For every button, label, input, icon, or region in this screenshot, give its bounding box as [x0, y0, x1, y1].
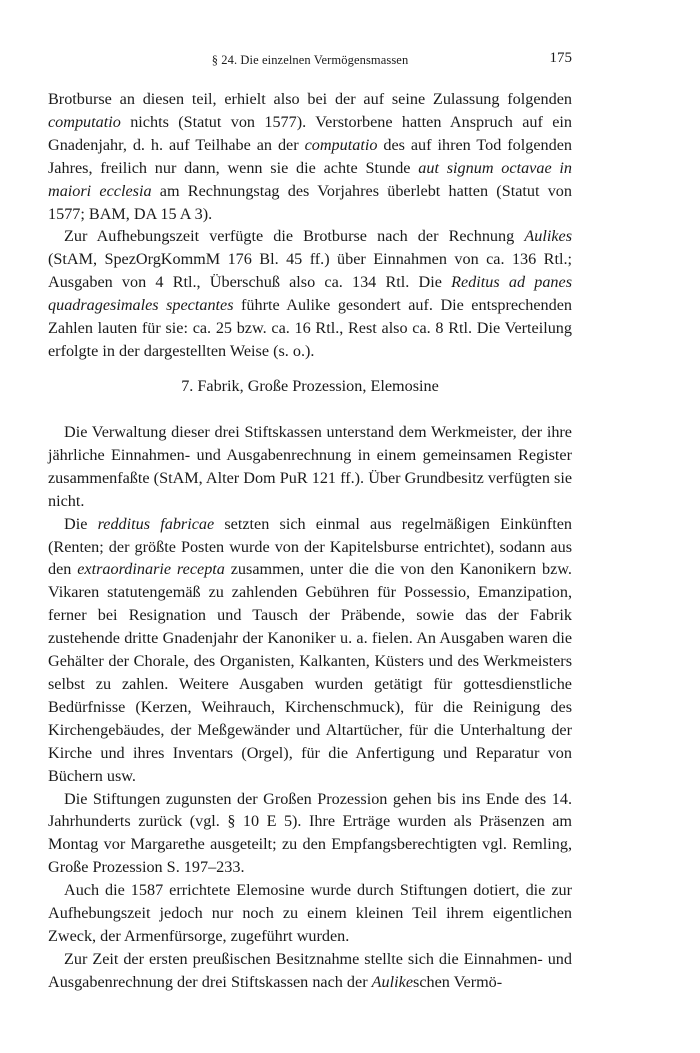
italic-term: computatio — [48, 112, 121, 131]
italic-term: Aulikes — [524, 227, 572, 246]
paragraph-gnadenjahr: Brotburse an diesen teil, erhielt also bei der auf seine Zulassung folgenden computatio nichts (Statut von 1577). Verstorbene hatten Anspruch auf ein Gnadenjahr, d. h. auf Teilhabe an der computatio des auf ihren Tod folgenden Jahres, freilich nur dann, wenn sie die achte Stunde aut signum octavae in maiori ecclesia am Rechnungstag des Vorjahres überlebt hatten (Statut von 1577; BAM, DA 15 A 3). — [48, 90, 572, 223]
page-header — [48, 50, 572, 72]
paragraph-verwaltung: Die Verwaltung dieser drei Stiftskassen unterstand dem Werkmeister, der ihre jährliche Einnahmen- und Ausgabenrechnung in einem gemeinsamen Register zusammenfaßte (StAM, Alter Dom PuR 121 ff.). Über Grundbesitz verfügten sie nicht. — [48, 423, 572, 510]
italic-term: Reditus ad panes quadragesimales spectantes — [48, 273, 572, 315]
italic-term: extraordinarie recepta — [77, 560, 225, 579]
paragraph-besitznahme: Zur Zeit der ersten preußischen Besitznahme stellte sich die Einnahmen- und Ausgabenrechnung der drei Stiftskassen nach der Aulikeschen Vermö- — [48, 949, 572, 991]
paragraph-grosse-prozession: Die Stiftungen zugunsten der Großen Prozession gehen bis ins Ende des 14. Jahrhunderts zurück (vgl. § 10 E 5). Ihre Erträge wurden als Präsenzen am Montag vor Margarethe ausgeteilt; zu den Empfangsberechtigten vgl. Remling, Große Prozession S. 197–233. — [48, 789, 572, 877]
paragraph-aufhebungszeit: Zur Aufhebungszeit verfügte die Brotburse nach der Rechnung Aulikes (StAM, SpezOrgKommM 176 Bl. 45 ff.) über Einnahmen von ca. 136 Rtl.; Ausgaben von 4 Rtl., Überschuß also ca. 134 Rtl. Die Reditus ad panes quadragesimales spectantes führte Aulike gesondert auf. Die entsprechenden Zahlen lauten für sie: ca. 25 bzw. ca. 16 Rtl., Rest also ca. 8 Rtl. Die Verteilung erfolgte in der dargestellten Weise (s. o.). — [48, 227, 572, 360]
paragraph-redditus-fabricae: Die redditus fabricae setzten sich einmal aus regelmäßigen Einkünften (Renten; der größte Posten wurde von der Kapitelsburse entrichtet), sodann aus den extraordinarie recepta zusammen, unter die die von den Kanonikern bzw. Vikaren statutengemäß zu zahlenden Gebühren für Possessio, Emanzipation, ferner bei Resignation und Tausch der Präbende, sowie das der Fabrik zustehende dritte Gnadenjahr der Kanoniker u. a. fielen. An Ausgaben waren die Gehälter der Chorale, des Organisten, Kalkanten, Küsters und des Werkmeisters selbst zu zahlen. Weitere Ausgaben wurden getätigt für gottesdienstliche Bedürfnisse (Kerzen, Weihrauch, Kirchenschmuck), für die Reinigung des Kirchengebäudes, der Meßgewänder und Altartücher, für die Unterhaltung der Kirche und ihres Inventars (Orgel), für die Anfertigung und Reparatur von Büchern usw. — [48, 514, 573, 785]
section-heading: 7. Fabrik, Große Prozession, Elemosine — [181, 377, 439, 395]
italic-term: redditus fabricae — [97, 514, 215, 533]
running-head: § 24. Die einzelnen Vermögensmassen — [211, 53, 409, 67]
italic-term: computatio — [304, 135, 378, 154]
italic-term: aut signum octavae in maiori ecclesia — [48, 158, 572, 200]
text-block-fabrik — [48, 421, 572, 994]
text-block-brotburse — [48, 88, 572, 363]
paragraph-elemosine: Auch die 1587 errichtete Elemosine wurde durch Stiftungen dotiert, die zur Aufhebungszeit jedoch nur noch zu einem kleinen Teil ihrem eigentlichen Zweck, der Armenfürsorge, zugeführt wurden. — [48, 881, 572, 945]
page-number: 175 — [549, 50, 572, 66]
italic-term: Aulike — [371, 972, 414, 991]
